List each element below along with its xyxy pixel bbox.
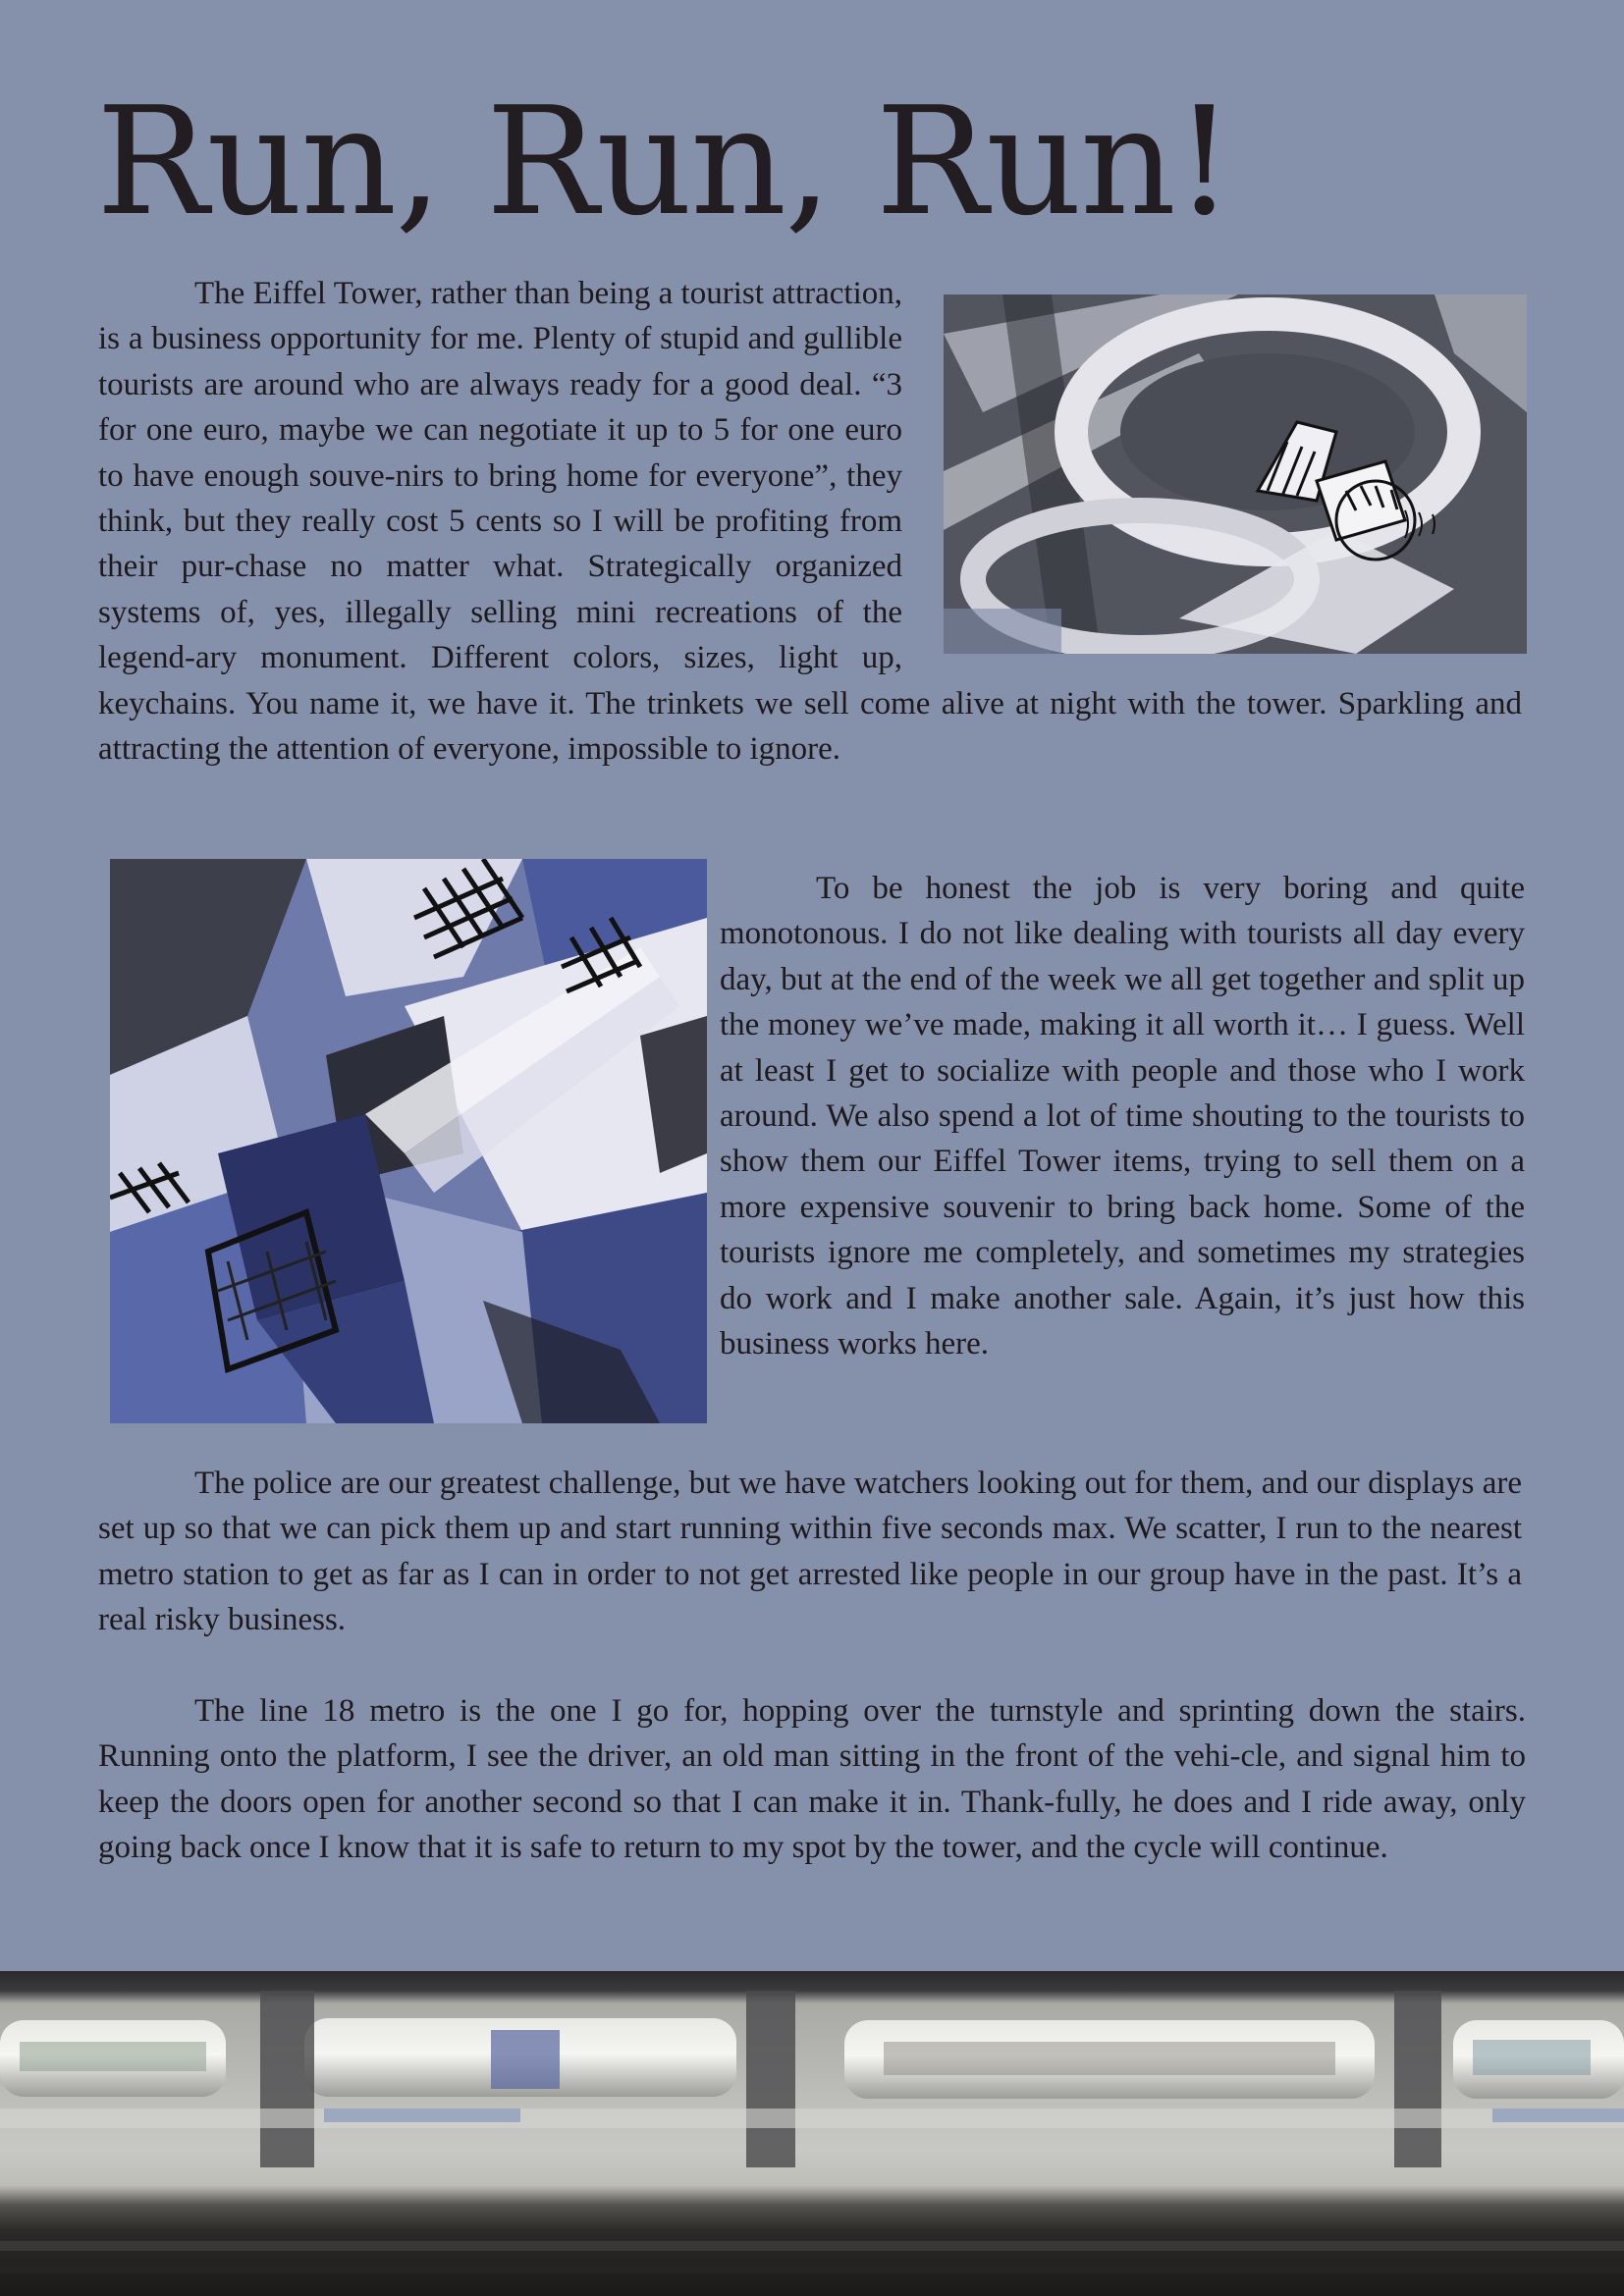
article-paragraph-4: The line 18 metro is the one I go for, hopping over the turnstyle and sprinting down the stairs. Running onto the platform, I see the driver, an old man sitting in the front of the vehi-cle, and signal him to keep the doors open for another second so that I can make it in. Thank-fully, he does and I ride away, only going back once I know that it is safe to return to my spot by the tower, and the cycle will continue. xyxy=(98,1693,1526,1866)
metro-train-icon xyxy=(0,1971,1624,2296)
paragraph-1-text: The Eiffel Tower, rather than being a tourist attraction, is a business opportunity for me. Plenty of stupid and gullible tourists are around who are always ready for a good deal. “3 for one euro, maybe we can negotiate it up to 5 for one euro to have enough souve-nirs to bring home for everyone”, they think, but they really cost 5 cents so I will be profiting from their pur-chase no matter what. Strategically organized systems of, yes, illegally selling mini recreations of the legend-ary monument. Different colors, sizes, light up, keychains. You name it, we have it. The trinkets we sell come alive at night with the tower. Sparkling and attracting the attention of everyone, impossible to ignore. xyxy=(98,276,1522,768)
illustration-eiffel-souvenir-icon xyxy=(944,294,1527,654)
article-title: Run, Run, Run! xyxy=(96,75,1233,248)
illustration-eiffel-souvenir xyxy=(944,294,1527,654)
metro-train-photo xyxy=(0,1971,1624,2296)
article-paragraph-3: The police are our greatest challenge, but we have watchers looking out for them, and our displays are set up so that we can pick them up and start running within five seconds max. We scatter, I run to the nearest metro station to get as far as I can in order to not get arrested like people in our group have in the past. It’s a real risky business. xyxy=(98,1466,1522,1638)
article-paragraph-2: To be honest the job is very boring and quite monotonous. I do not like dealing with tourists all day every day, but at the end of the week we all get together and split up the money we’ve made, making it all worth it… I guess. Well at least I get to socialize with people and those who I work around. We also spend a lot of time shouting to the tourists to show them our Eiffel Tower items, trying to sell them on a more expensive souvenir to bring back home. Some of the tourists ignore me completely, and sometimes my strategies do work and I make another sale. Again, it’s just how this business works here. xyxy=(720,871,1525,1362)
illustration-eiffel-tower xyxy=(110,859,707,1423)
illustration-eiffel-tower-icon xyxy=(110,859,707,1423)
